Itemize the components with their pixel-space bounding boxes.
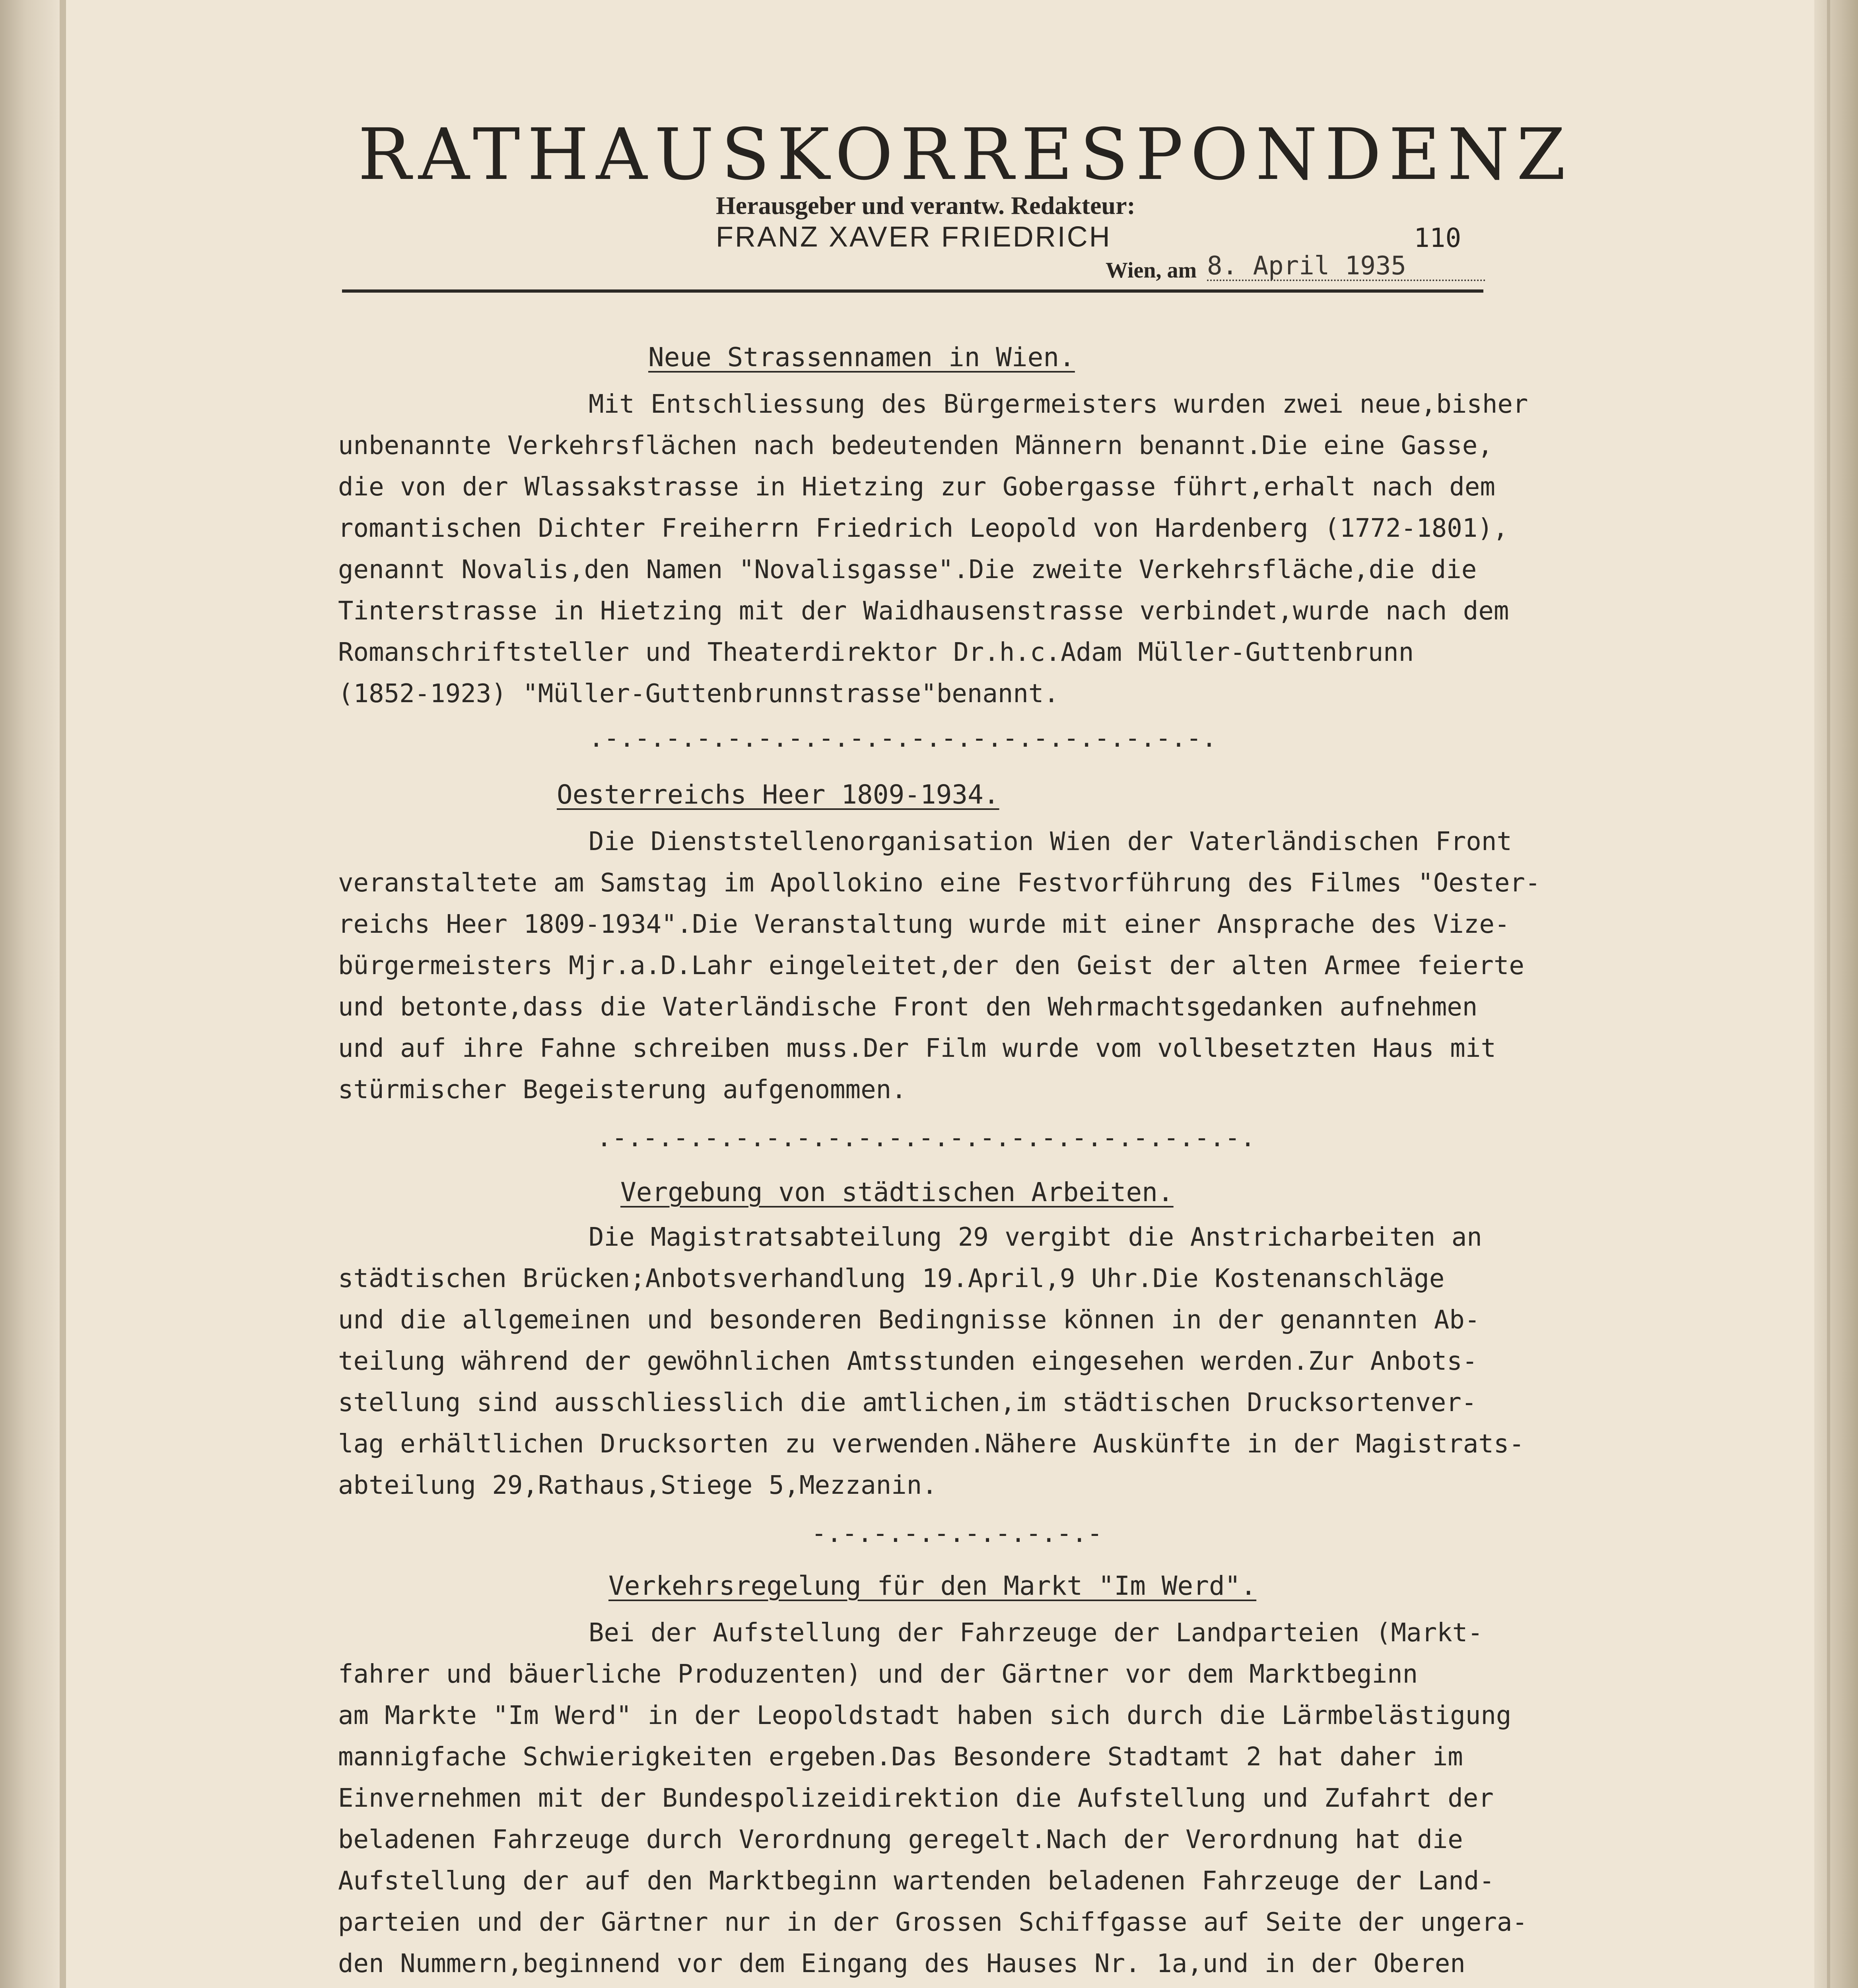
section-separator: .-.-.-.-.-.-.-.-.-.-.-.-.-.-.-.-.-.-.-.-.-. [597,1123,1256,1153]
page-edge-right [1827,0,1830,1988]
body-line: Aufstellung der auf den Marktbeginn wartenden beladenen Fahrzeuge der Land- [338,1866,1495,1896]
publisher-name: FRANZ XAVER FRIEDRICH [716,221,1112,253]
article-body [338,821,1563,1110]
article-body [338,384,1563,714]
body-line: abteilung 29,Rathaus,Stiege 5,Mezzanin. [338,1471,937,1500]
article-body [338,1217,1563,1506]
scan-right-margin [1814,0,1858,1988]
body-line: und auf ihre Fahne schreiben muss.Der Film wurde vom vollbesetzten Haus mit [338,1034,1496,1063]
scan-left-margin [0,0,66,1988]
body-line: und die allgemeinen und besonderen Bedingnisse können in der genannten Ab- [338,1305,1480,1335]
article-headline: Vergebung von städtischen Arbeiten. [620,1177,1174,1208]
body-line: Die Dienststellenorganisation Wien der Vaterländischen Front [589,827,1512,856]
body-line: städtischen Brücken;Anbotsverhandlung 19.April,9 Uhr.Die Kostenanschläge [338,1264,1445,1293]
body-line: bürgermeisters Mjr.a.D.Lahr eingeleitet,der den Geist der alten Armee feierte [338,951,1524,980]
body-line: fahrer und bäuerliche Produzenten) und der Gärtner vor dem Marktbeginn [338,1660,1418,1689]
body-line: unbenannte Verkehrsflächen nach bedeutenden Männern benannt.Die eine Gasse, [338,431,1493,460]
body-line: (1852-1923) "Müller-Guttenbrunnstrasse"benannt. [338,679,1059,709]
masthead-rule [342,289,1483,293]
article-headline: Verkehrsregelung für den Markt "Im Werd". [608,1571,1257,1601]
body-line: genannt Novalis,den Namen "Novalisgasse".Die zweite Verkehrsfläche,die die [338,555,1477,584]
body-line: reichs Heer 1809-1934".Die Veranstaltung wurde mit einer Ansprache des Vize- [338,910,1510,939]
section-separator: .-.-.-.-.-.-.-.-.-.-.-.-.-.-.-.-.-.-.-.-. [589,724,1217,753]
body-line: und betonte,dass die Vaterländische Front den Wehrmachtsgedanken aufnehmen [338,992,1478,1022]
body-line: Mit Entschliessung des Bürgermeisters wurden zwei neue,bisher [589,390,1528,419]
page-edge-left [60,0,66,1988]
body-line: mannigfache Schwierigkeiten ergeben.Das Besondere Stadtamt 2 hat daher im [338,1742,1463,1772]
body-line: teilung während der gewöhnlichen Amtsstunden eingesehen werden.Zur Anbots- [338,1347,1478,1376]
masthead-title: RATHAUSKORRESPONDENZ [358,113,1573,196]
body-line: Die Magistratsabteilung 29 vergibt die Anstricharbeiten an [589,1223,1482,1252]
body-line: beladenen Fahrzeuge durch Verordnung geregelt.Nach der Verordnung hat die [338,1825,1463,1854]
body-line: romantischen Dichter Freiherrn Friedrich Leopold von Hardenberg (1772-1801), [338,514,1508,543]
body-line: den Nummern,beginnend vor dem Eingang des Hauses Nr. 1a,und in der Oberen [338,1949,1465,1978]
body-line: lag erhältlichen Drucksorten zu verwenden.Nähere Auskünfte in der Magistrats- [338,1429,1524,1459]
article-body [338,1612,1563,1988]
body-line: stellung sind ausschliesslich die amtlichen,im städtischen Drucksortenver- [338,1388,1477,1417]
body-line: parteien und der Gärtner nur in der Grossen Schiffgasse auf Seite der ungera- [338,1908,1528,1937]
body-line: stürmischer Begeisterung aufgenommen. [338,1075,907,1105]
dateline-label: Wien, am [1106,258,1197,283]
body-line: am Markte "Im Werd" in der Leopoldstadt haben sich durch die Lärmbelästigung [338,1701,1512,1730]
body-line: veranstaltete am Samstag im Apollokino eine Festvorführung des Filmes "Oester- [338,868,1541,898]
article-headline: Neue Strassennamen in Wien. [648,342,1075,373]
article-headline: Oesterreichs Heer 1809-1934. [557,779,999,810]
body-line: die von der Wlassakstrasse in Hietzing zur Gobergasse führt,erhalt nach dem [338,472,1495,502]
section-separator: -.-.-.-.-.-.-.-.-.- [811,1519,1103,1548]
body-line: Einvernehmen mit der Bundespolizeidirektion die Aufstellung und Zufahrt der [338,1784,1494,1813]
body-line: Romanschriftsteller und Theaterdirektor Dr.h.c.Adam Müller-Guttenbrunn [338,638,1414,667]
body-line: Bei der Aufstellung der Fahrzeuge der Landparteien (Markt- [589,1618,1483,1648]
dateline-date: 8. April 1935 [1207,253,1485,281]
publisher-label: Herausgeber und verantw. Redakteur: [716,191,1135,219]
body-line: Tinterstrasse in Hietzing mit der Waidhausenstrasse verbindet,wurde nach dem [338,596,1509,626]
page-number: 110 [1414,223,1462,253]
body-line [338,1984,1563,1988]
